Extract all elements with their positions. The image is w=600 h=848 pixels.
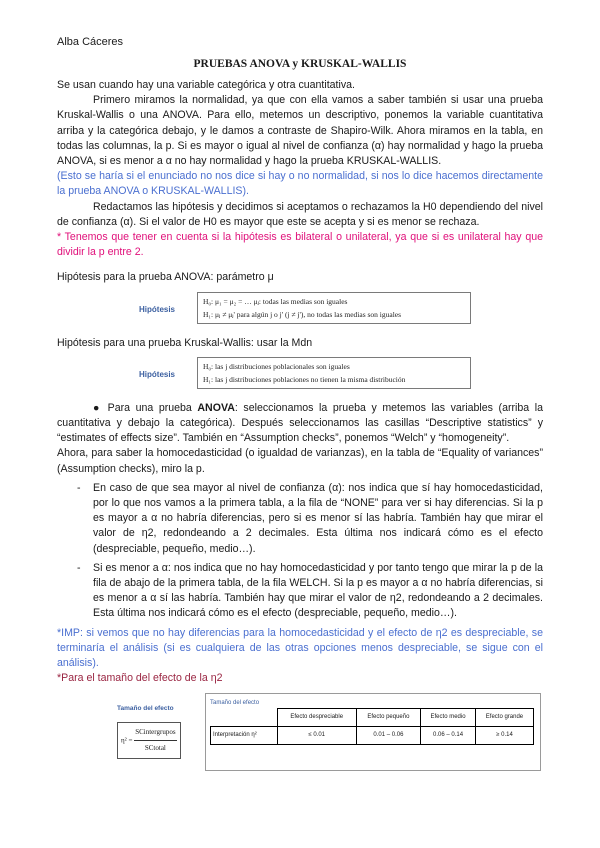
- kw-hypothesis-figure: [57, 353, 543, 395]
- note-important: *IMP: si vemos que no hay diferencias para la homocedasticidad y el efecto de η2 es despreciable, se terminaría el análisis (si es cualquiera de las otras opciones menos despreciable, se sigue con el análisis).: [57, 626, 543, 670]
- paragraph-hypotheses: Redactamos las hipótesis y decidimos si aceptamos o rechazamos la H0 dependiendo del nivel de confianza (α). Si el valor de H0 es mayor que este se acepta y si es menor se rechaza.: [57, 200, 543, 228]
- kw-hypothesis-heading: Hipótesis para una prueba Kruskal-Wallis: usar la Mdn: [57, 336, 313, 349]
- table-cell: ≤ 0.01: [277, 726, 356, 744]
- table-cell: 0.01 – 0.06: [356, 726, 420, 744]
- table-header-row: [211, 708, 534, 726]
- bullet-dot: ●: [93, 401, 103, 414]
- effect-size-figure: [57, 693, 543, 773]
- effect-table-caption: Tamaño del efecto: [210, 699, 260, 706]
- paragraph-normality: Primero miramos la normalidad, ya que con ella vamos a saber también si usar una prueba Kruskal-Wallis o una ANOVA. Para ello, metemos un descriptivo, ponemos la variable cuantitativa arriba y la categórica debajo, y le damos a contraste de Shapiro-Wilk. Ahora miramos en la tabla, en todas las columnas, la p. Si es mayor o igual al nivel de confianza (α) hay normalidad y hago la prueba ANOVA, si es menor a α no hay normalidad y hago la prueba KRUSKAL-WALLIS.: [57, 94, 543, 168]
- dash-marker: -: [77, 561, 81, 574]
- kw-h1: H₁: las j distribuciones poblaciones no tienen la misma distribución: [203, 374, 406, 384]
- anova-hypothesis-figure: [57, 288, 543, 330]
- list-item-greater: [57, 481, 543, 557]
- figure-label: Hipótesis: [139, 304, 176, 314]
- table-header-cell: Efecto pequeño: [356, 708, 420, 726]
- document-body: [57, 78, 543, 773]
- formula-lhs: η² =: [121, 736, 133, 745]
- page-title: PRUEBAS ANOVA y KRUSKAL-WALLIS: [193, 58, 407, 70]
- table-header-cell: Efecto despreciable: [277, 708, 356, 726]
- kw-h0: H₀: las j distribuciones poblacionales son iguales: [203, 361, 350, 371]
- table-cell: ≥ 0.14: [475, 726, 533, 744]
- kw-hypothesis-box: [197, 357, 471, 389]
- list-item-text: Si es menor a α: nos indica que no hay homocedasticidad y por tanto tengo que mirar la p de la fila de abajo de la primera tabla, de la fila WELCH. Si la p es mayor a α no habría diferencias, si es menor a α sí las habría. También hay que mirar el valor de η2, redondeando a 2 decimales. Esta última nos indicará cómo es el efecto (despreciable, pequeño, medio…).: [93, 561, 543, 620]
- intro-text: Se usan cuando hay una variable categórica y otra cuantitativa.: [57, 79, 355, 91]
- anova-hypothesis-box: [197, 292, 471, 324]
- effect-size-table-panel: [205, 693, 541, 771]
- eta-formula: [117, 722, 181, 759]
- table-header-cell: Efecto medio: [421, 708, 476, 726]
- note-bilateral: * Tenemos que tener en cuenta si la hipótesis es bilateral o unilateral, ya que si es unilateral hay que dividir la p entre 2.: [57, 231, 543, 259]
- formula-denominator: SCtotal: [144, 743, 166, 752]
- anova-h1: H₁: μⱼ ≠ μⱼ' para algún j o j' (j ≠ j'), no todas las medias son iguales: [203, 309, 402, 319]
- effect-size-table: [210, 708, 534, 745]
- note-effect-size: *Para el tamaño del efecto de la η2: [57, 672, 223, 685]
- list-item-lower: [57, 561, 543, 622]
- table-row-label: Interpretación η²: [211, 726, 278, 744]
- table-row: [211, 726, 534, 744]
- anova-bullet: [57, 401, 543, 447]
- figure-label: Hipótesis: [139, 369, 176, 379]
- dash-marker: -: [77, 481, 81, 494]
- author-name: Alba Cáceres: [57, 36, 124, 48]
- table-cell: 0.06 – 0.14: [421, 726, 476, 744]
- anova-h0: H₀: μ₁ = μ₂ = … μⱼ: todas las medias son iguales: [203, 296, 348, 306]
- list-item-text: En caso de que sea mayor al nivel de confianza (α): nos indica que sí hay homocedasticidad, por lo que nos vamos a la primera tabla, a la fila de “NONE” para ver si hay diferencias. Si la p es mayor a α no habría diferencias, pero si es menor sí las habría. También hay que mirar el valor de η2, redondeando a 2 decimales. Esta última nos indicará cómo es el efecto (despreciable, pequeño, medio…).: [93, 481, 543, 555]
- note-normality: (Esto se haría si el enunciado no nos dice si hay o no normalidad, si nos lo dice hacemos directamente la prueba ANOVA o KRUSKAL-WALLIS).: [57, 170, 543, 198]
- bullet-post: : seleccionamos la prueba y metemos las variables (arriba la cuantitativa y debajo la categórica). Después seleccionamos las casillas “Descriptive statistics” y “estimates of effects size”. También en “Assumption checks”, ponemos “Welch” y “homogeneity”.: [57, 401, 543, 445]
- bullet-pre: Para una prueba: [107, 401, 198, 414]
- table-header-cell: Efecto grande: [475, 708, 533, 726]
- table-header-cell: [211, 708, 278, 726]
- paragraph-homoscedasticity: Ahora, para saber la homocedasticidad (o igualdad de varianzas), en la tabla de “Equality of variances” (Assumption checks), miro la p.: [57, 447, 543, 475]
- formula-numerator: SCintergrupos: [134, 725, 176, 741]
- anova-hypothesis-heading: Hipótesis para la prueba ANOVA: parámetro μ: [57, 271, 274, 284]
- effect-formula-panel: [117, 701, 185, 760]
- bullet-bold: ANOVA: [197, 401, 235, 414]
- effect-label: Tamaño del efecto: [117, 704, 174, 712]
